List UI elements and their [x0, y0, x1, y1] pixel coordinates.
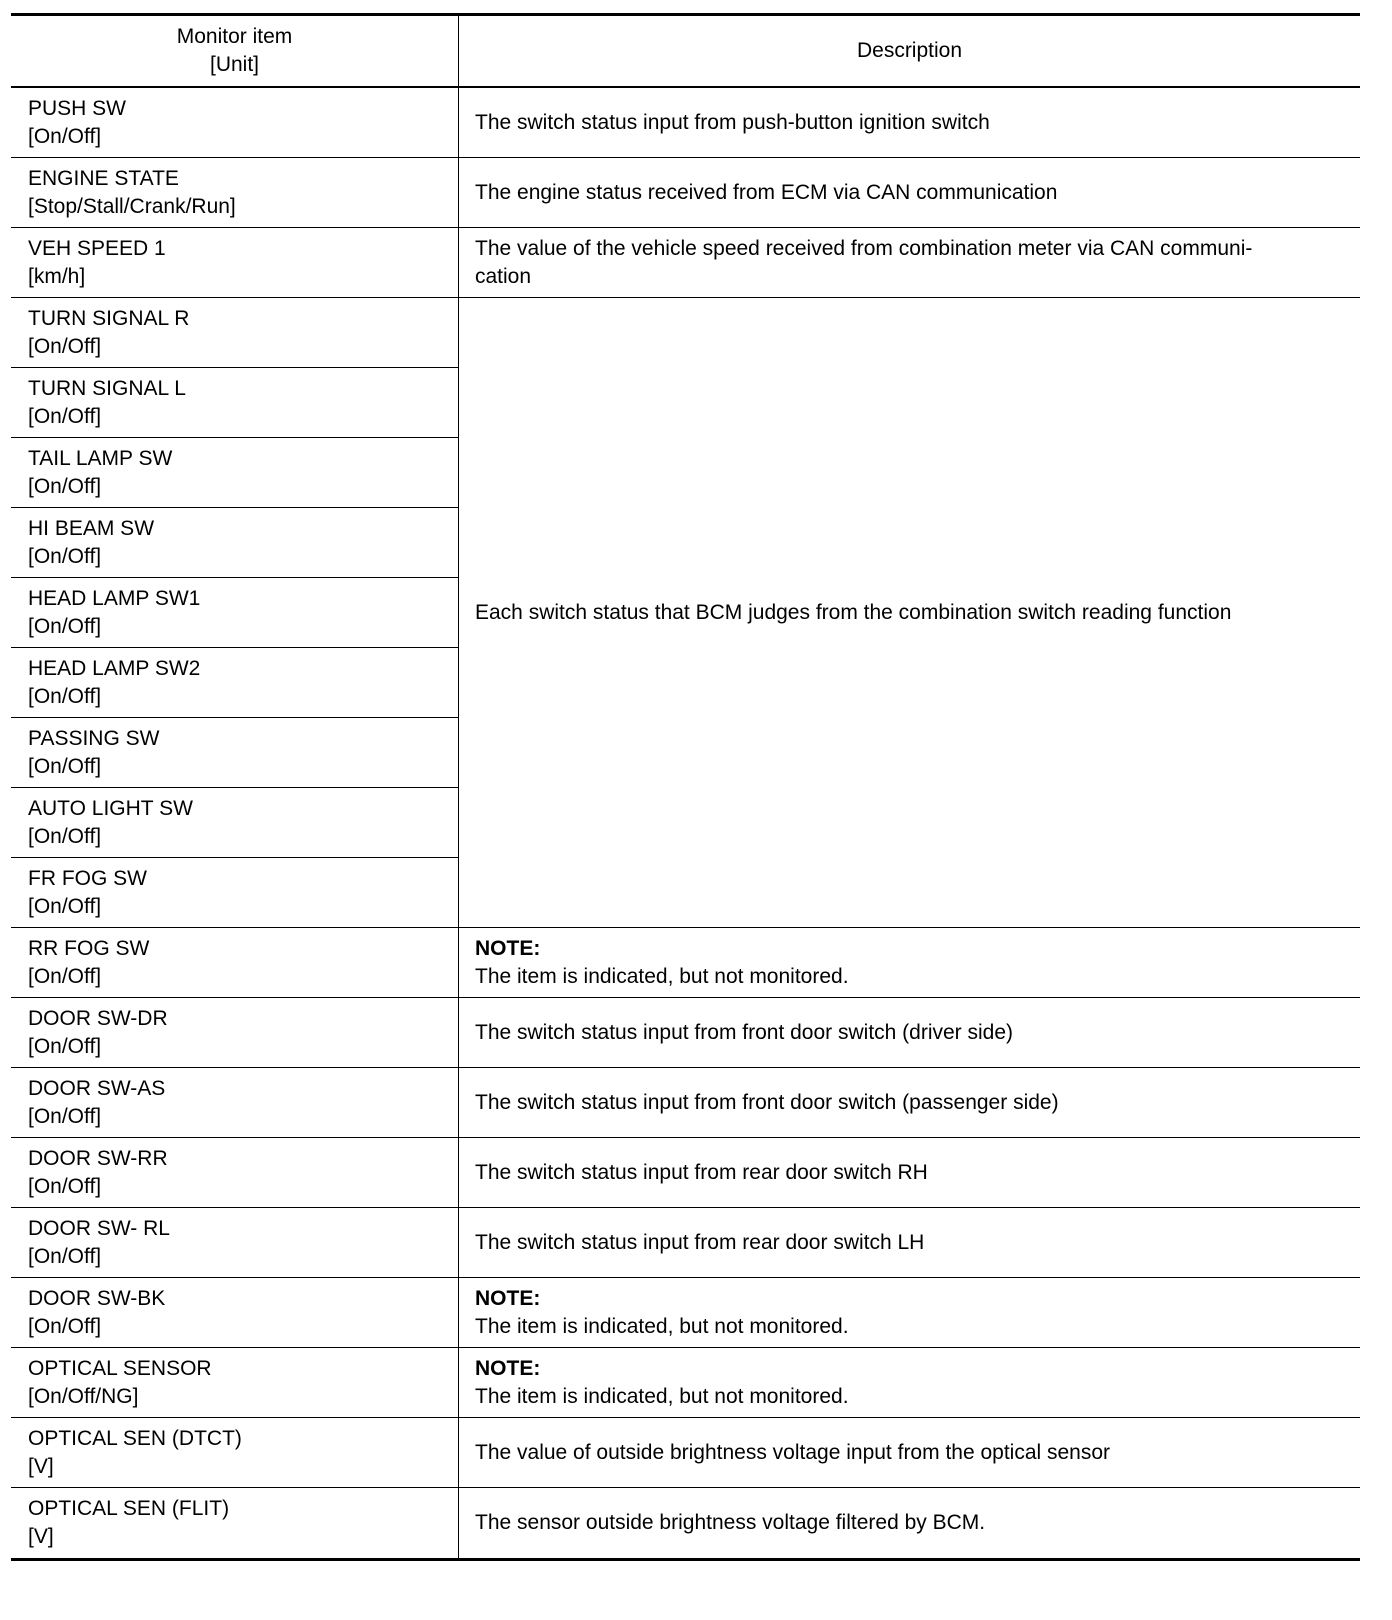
note-label: NOTE: — [475, 1356, 541, 1380]
table-row-item — [11, 578, 459, 648]
item-name: VEH SPEED 1 — [28, 236, 166, 260]
description-text: The value of outside brightness voltage input from the optical sensor — [475, 1440, 1111, 1464]
monitor-item-table — [11, 13, 1360, 1561]
table-body — [11, 88, 1360, 1558]
table-row-item — [11, 1138, 459, 1208]
note-text: The item is indicated, but not monitored. — [475, 1314, 849, 1338]
item-name: PUSH SW — [28, 96, 127, 120]
header-description — [459, 16, 1360, 88]
item-unit: [On/Off] — [28, 1034, 102, 1058]
item-unit: [On/Off] — [28, 1174, 102, 1198]
item-name: TAIL LAMP SW — [28, 446, 173, 470]
table-row-item — [11, 1418, 459, 1488]
item-name: DOOR SW- RL — [28, 1216, 170, 1240]
item-name: RR FOG SW — [28, 936, 150, 960]
item-name: TURN SIGNAL R — [28, 306, 190, 330]
table-row-description — [459, 928, 1360, 998]
item-name: DOOR SW-BK — [28, 1286, 166, 1310]
table-row-description — [459, 1068, 1360, 1138]
item-unit: [On/Off] — [28, 404, 102, 428]
item-name: HEAD LAMP SW2 — [28, 656, 201, 680]
item-unit: [On/Off/NG] — [28, 1384, 139, 1408]
item-unit: [On/Off] — [28, 1314, 102, 1338]
description-text: The engine status received from ECM via CAN communication — [475, 180, 1058, 204]
table-row-item — [11, 368, 459, 438]
item-name: FR FOG SW — [28, 866, 147, 890]
table-row-item — [11, 928, 459, 998]
note-text: The item is indicated, but not monitored. — [475, 964, 849, 988]
item-unit: [On/Off] — [28, 334, 102, 358]
header-description-label: Description — [856, 39, 963, 62]
table-row-description — [459, 998, 1360, 1068]
table-row-item — [11, 508, 459, 578]
description-text: The switch status input from rear door switch RH — [475, 1160, 928, 1184]
item-unit: [On/Off] — [28, 124, 102, 148]
item-name: OPTICAL SENSOR — [28, 1356, 212, 1380]
table-row-item — [11, 858, 459, 928]
table-header — [11, 16, 1360, 88]
item-name: AUTO LIGHT SW — [28, 796, 193, 820]
item-name: PASSING SW — [28, 726, 160, 750]
table-row-item — [11, 648, 459, 718]
item-unit: [V] — [28, 1454, 54, 1478]
table-row-description — [459, 1348, 1360, 1418]
description-text: The switch status input from rear door switch LH — [475, 1230, 925, 1254]
table-row-item — [11, 1278, 459, 1348]
table-row-item — [11, 788, 459, 858]
table-row-item — [11, 228, 459, 298]
table-row-item — [11, 1348, 459, 1418]
table-row-description — [459, 1418, 1360, 1488]
item-unit: [Stop/Stall/Crank/Run] — [28, 194, 236, 218]
header-monitor-item-label: Monitor item — [176, 25, 293, 48]
description-text: The switch status input from front door switch (driver side) — [475, 1020, 1014, 1044]
description-text: The switch status input from push-button ignition switch — [475, 110, 990, 134]
description-text: Each switch status that BCM judges from the combination switch reading function — [475, 600, 1232, 624]
item-name: DOOR SW-DR — [28, 1006, 168, 1030]
item-name: OPTICAL SEN (FLIT) — [28, 1497, 230, 1520]
item-unit: [On/Off] — [28, 544, 102, 568]
table-row-description — [459, 1488, 1360, 1558]
item-name: DOOR SW-RR — [28, 1146, 168, 1170]
table-row-item — [11, 1068, 459, 1138]
item-unit: [On/Off] — [28, 614, 102, 638]
table-row-item — [11, 1488, 459, 1558]
table-row-description — [459, 228, 1360, 298]
item-unit: [On/Off] — [28, 474, 102, 498]
description-text: The value of the vehicle speed received from combination meter via CAN communi- — [475, 236, 1253, 260]
item-name: DOOR SW-AS — [28, 1076, 166, 1100]
table-row-description — [459, 1278, 1360, 1348]
item-unit: [V] — [28, 1525, 54, 1548]
item-name: ENGINE STATE — [28, 166, 179, 190]
description-text: The switch status input from front door switch (passenger side) — [475, 1090, 1059, 1114]
table-row-description — [459, 1138, 1360, 1208]
item-unit: [On/Off] — [28, 1104, 102, 1128]
item-name: OPTICAL SEN (DTCT) — [28, 1426, 242, 1450]
table-row-item — [11, 88, 459, 158]
item-name: HI BEAM SW — [28, 516, 155, 540]
note-text: The item is indicated, but not monitored. — [475, 1384, 849, 1408]
table-row-item — [11, 438, 459, 508]
header-monitor-item — [11, 16, 459, 88]
table-row-description — [459, 158, 1360, 228]
item-unit: [On/Off] — [28, 894, 102, 918]
item-name: HEAD LAMP SW1 — [28, 586, 201, 610]
item-unit: [km/h] — [28, 264, 86, 288]
header-unit-label: [Unit] — [209, 53, 259, 76]
description-text: The sensor outside brightness voltage filtered by BCM. — [475, 1511, 986, 1534]
item-unit: [On/Off] — [28, 754, 102, 778]
item-unit: [On/Off] — [28, 1244, 102, 1268]
table-row-item — [11, 998, 459, 1068]
item-unit: [On/Off] — [28, 964, 102, 988]
table-row-item — [11, 1208, 459, 1278]
table-row-item — [11, 298, 459, 368]
table-row-description-merged — [459, 298, 1360, 928]
note-label: NOTE: — [475, 1286, 541, 1310]
note-label: NOTE: — [475, 936, 541, 960]
table-row-description — [459, 88, 1360, 158]
item-name: TURN SIGNAL L — [28, 376, 186, 400]
item-unit: [On/Off] — [28, 824, 102, 848]
table-row-description — [459, 1208, 1360, 1278]
item-unit: [On/Off] — [28, 684, 102, 708]
table-row-item — [11, 718, 459, 788]
description-text-continued: cation — [475, 264, 532, 288]
table-row-item — [11, 158, 459, 228]
